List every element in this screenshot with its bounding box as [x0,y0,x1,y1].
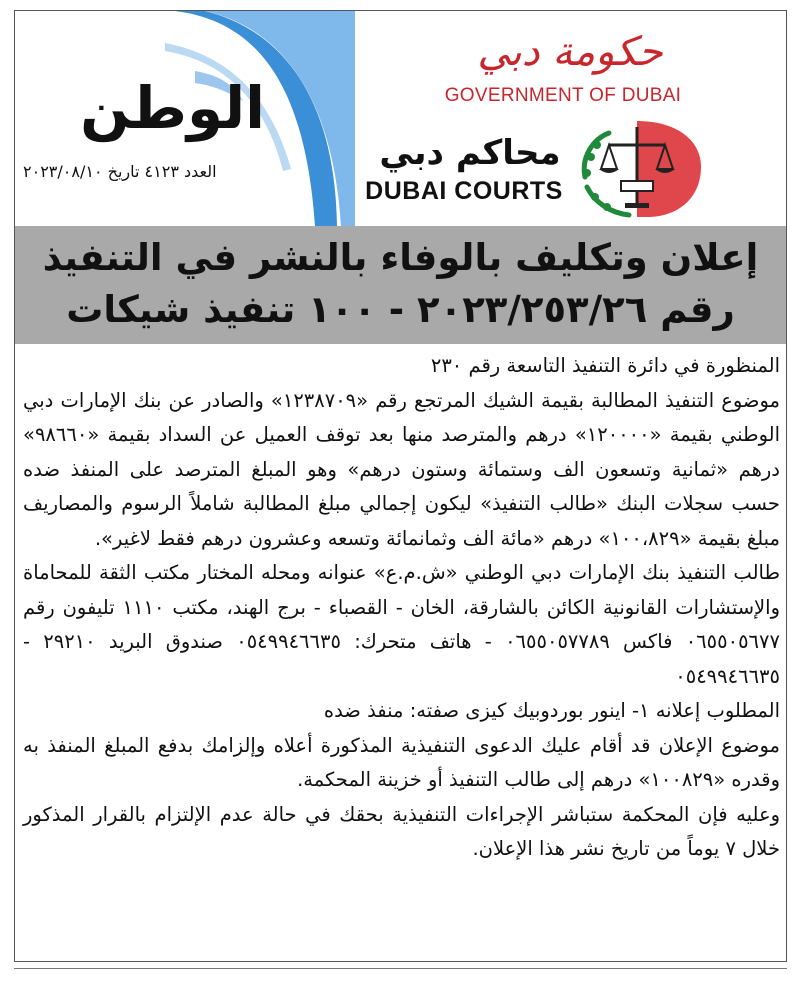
body-paragraph: المنظورة في دائرة التنفيذ التاسعة رقم ٢٣٠ [430,354,780,377]
courts-emblem-icon [575,117,705,221]
body-paragraph: موضوع الإعلان قد أقام عليك الدعوى التنفيذية المذكورة أعلاه وإلزامك بدفع المبلغ المنفذ به وقدره «١٠٠٨٢٩» درهم إلى طالب التنفيذ أو خزينة المحكمة. [23,733,780,791]
notice-title: إعلان وتكليف بالوفاء بالنشر في التنفيذ [42,236,759,279]
notice-frame [14,10,787,962]
notice-case-number: رقم ٢٠٢٣/٢٥٣/٢٦ - ١٠٠ تنفيذ شيكات [66,288,735,331]
body-paragraph: طالب التنفيذ بنك الإمارات دبي الوطني «ش.م.ع» عنوانه ومحله المختار مكتب الثقة للمحاماة والإستشارات القانونية الكائن بالشارقة، الخان - القصباء - برج الهند، مكتب ١١١٠ تليفون رقم ٠٦٥٥٠٥٦٧٧ فاكس ٠٦٥٥٠٥٧٧٨٩ - هاتف متحرك: ٠٥٤٩٩٤٦٦٣٥ صندوق البريد ٢٩٢١٠ - ٠٥٤٩٩٤٦٦٣٥ [23,561,781,688]
body-paragraph: وعليه فإن المحكمة ستباشر الإجراءات التنفيذية بحقك في حالة عدم الإلتزام بالقرار المذكور خلال ٧ يوماً من تاريخ نشر هذا الإعلان. [23,802,780,860]
government-logo-english: GOVERNMENT OF DUBAI [444,85,682,106]
newspaper-logo: الوطن [80,74,265,142]
notice-body [23,349,780,867]
courts-name-arabic: محاكم دبي [379,133,561,173]
body-paragraph: المطلوب إعلانه ١- اينور بوردوبيك كيزى صفته: منفذ ضده [323,699,780,722]
notice-title-band [15,226,786,344]
notice-header [15,11,786,226]
government-logo-arabic: حكومة دبي [477,29,663,75]
courts-name-english: DUBAI COURTS [365,177,563,205]
bottom-divider [14,968,787,969]
body-paragraph: موضوع التنفيذ المطالبة بقيمة الشيك المرتجع رقم «١٢٣٨٧٠٩» والصادر عن بنك الإمارات دبي الوطني بقيمة «١٢٠٠٠٠» درهم والمترصد منها بعد توقف العميل عن السداد بقيمة «٩٨٦٦٠» درهم «ثمانية وتسعون الف وستمائة وستون درهم» وهو المبلغ المترصد على المنفذ ضده حسب سجلات البنك «طالب التنفيذ» ليكون إجمالي مبلغ المطالبة شاملاً الرسوم والمصاريف مبلغ بقيمة «١٠٠،٨٢٩» درهم «مائة الف وثمانمائة وتسعه وعشرون درهم فقط لاغير». [23,388,780,550]
issue-date-line: العدد ٤١٢٣ تاريخ ٢٠٢٣/٠٨/١٠ [23,162,217,181]
